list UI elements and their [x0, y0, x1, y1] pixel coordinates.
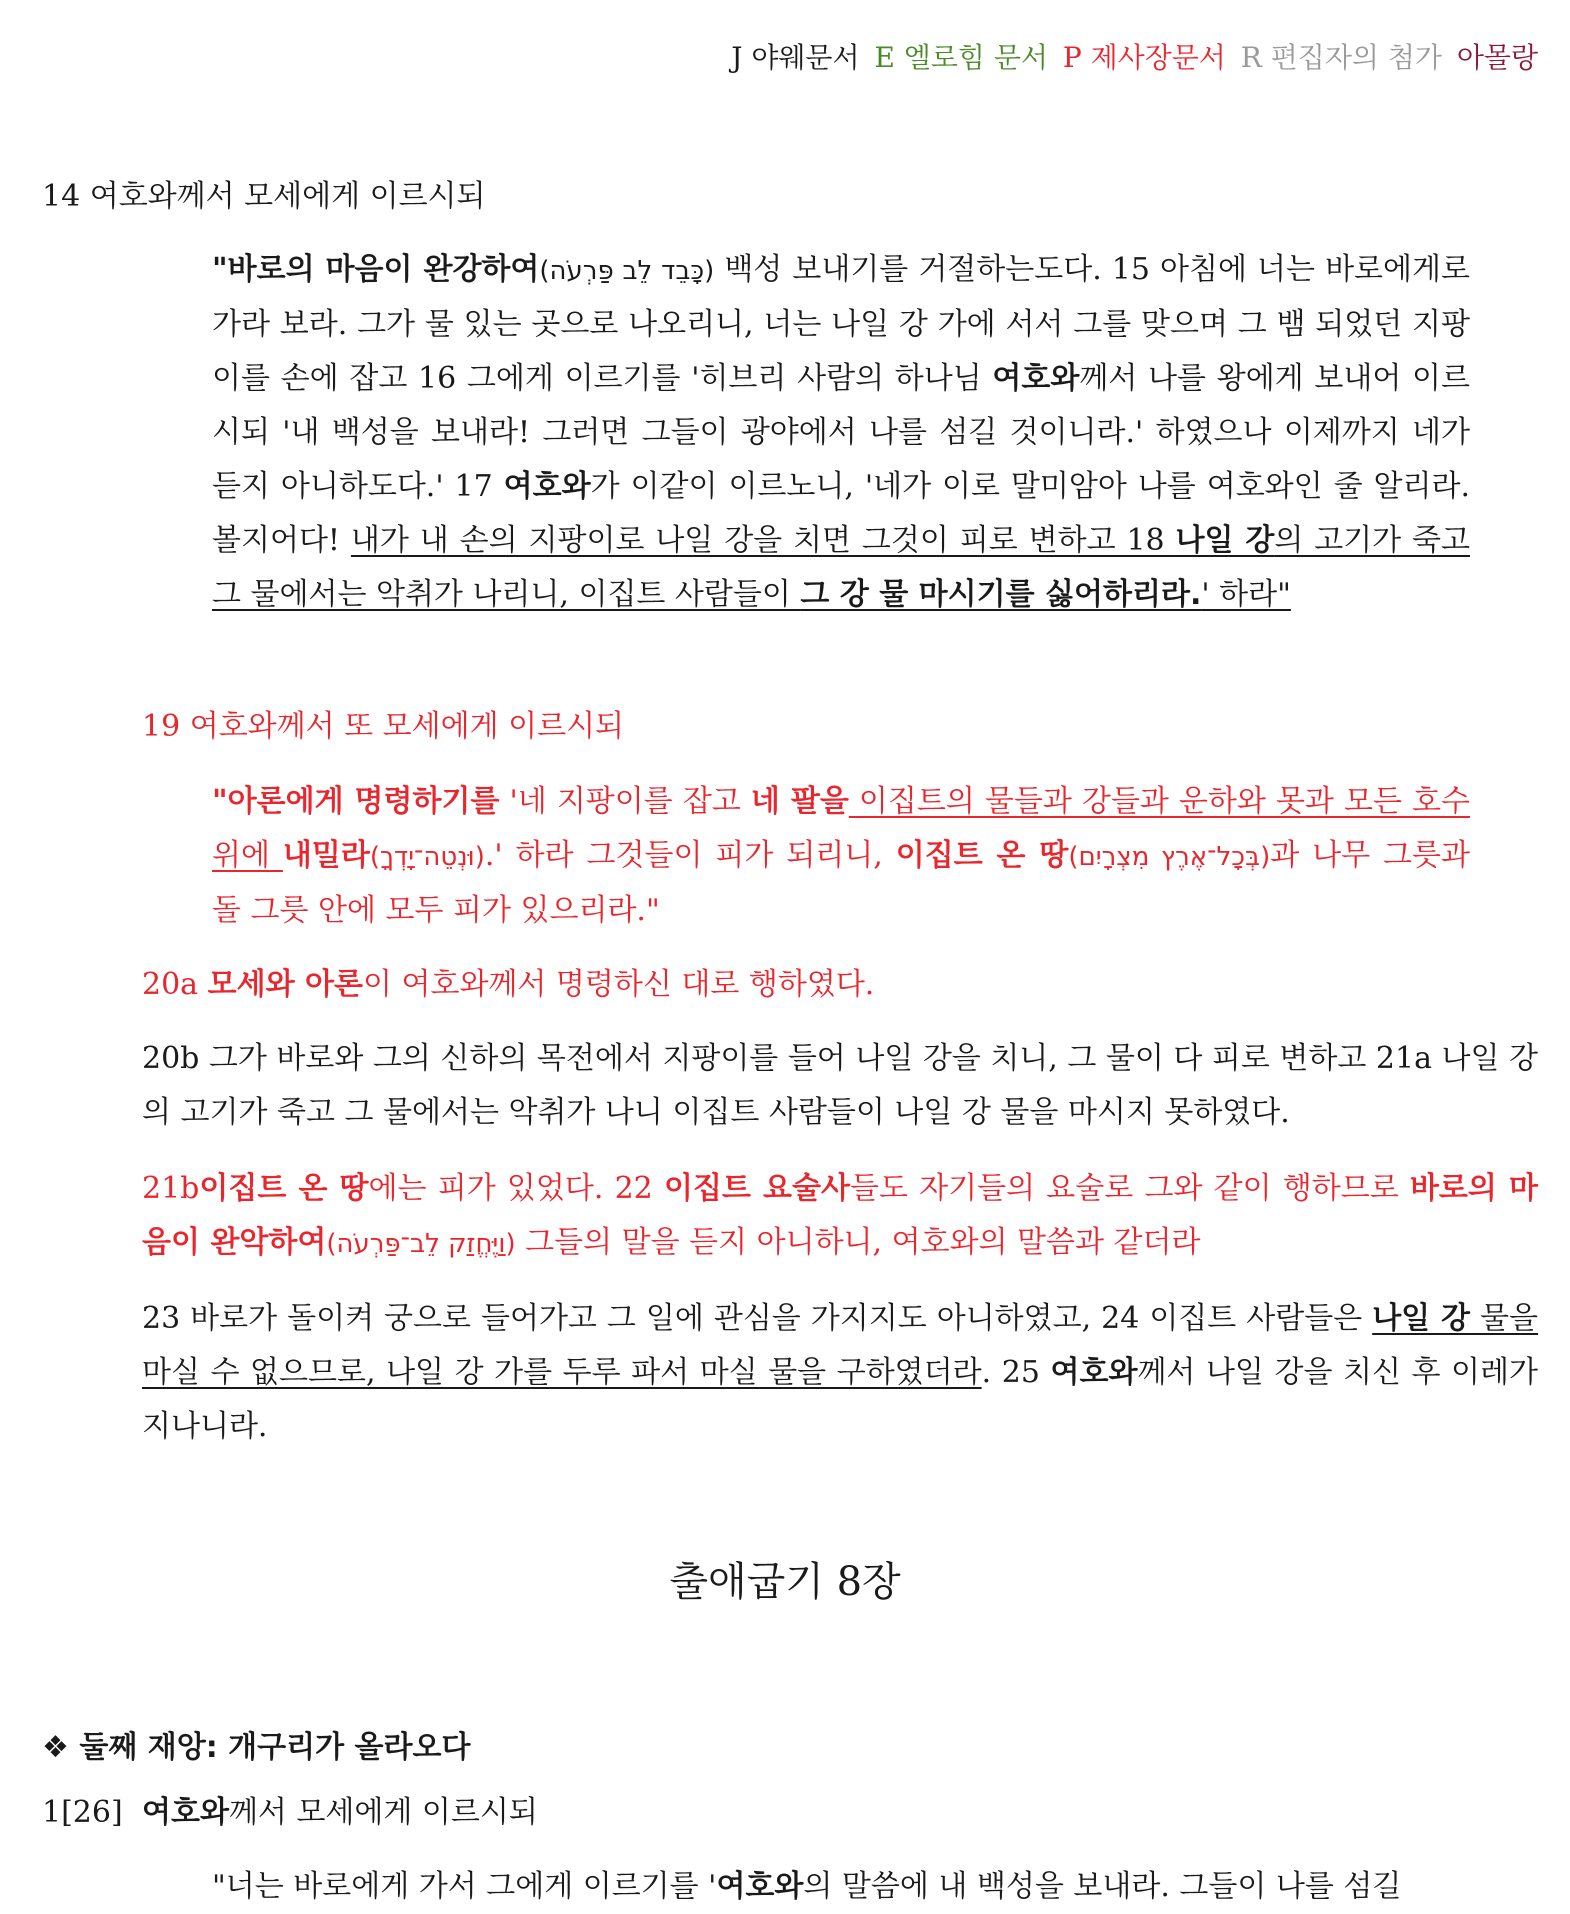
verse-19-quote: "아론에게 명령하기를 '네 지팡이를 잡고 네 팔을 이집트의 물들과 강들과 운하와 못과 모든 호수 위에 내밀라(וּנְטֵה־יָדְךָ).' 하라 그것들이 피가 되리니, 이집트 온 땅(בְּכָל־אֶרֶץ מִצְרָיִם)과 나무 그릇과 돌 그릇 안에 모두 피가 있으리라." [212, 784, 1471, 928]
verse-23: 23 바로가 돌이켜 궁으로 들어가고 그 일에 관심을 가지지도 아니하였고, 24 이집트 사람들은 나일 강 물을 마실 수 없으므로, 나일 강 가를 두루 파서 마실 물을 구하였더라. 25 여호와께서 나일 강을 치신 후 이레가 지나니라. [142, 1301, 1539, 1444]
legend-j: J 야웨문서 [731, 41, 860, 74]
legend-e: E 엘로힘 문서 [874, 41, 1048, 74]
verse-20b: 20b 그가 바로와 그의 신하의 목전에서 지팡이를 들어 나일 강을 치니, 그 물이 다 피로 변하고 21a 나일 강의 고기가 죽고 그 물에서는 악취가 나니 이집트 사람들이 나일 강 물을 마시지 못하였다. [142, 1041, 1538, 1130]
legend-amollang: 아몰랑 [1456, 41, 1538, 74]
legend-r: R 편집자의 첨가 [1240, 41, 1442, 74]
verse-19-intro: 19 여호와께서 또 모세에게 이르시되 [142, 709, 625, 744]
legend-p: P 제사장문서 [1062, 41, 1226, 74]
verse-14-intro: 14 여호와께서 모세에게 이르시되 [42, 179, 486, 214]
verse-1: 1[26] 여호와께서 모세에게 이르시되 [42, 1795, 538, 1830]
verse-20a: 20a 모세와 아론이 여호와께서 명령하신 대로 행하였다. [142, 967, 875, 1002]
source-legend [725, 36, 1538, 76]
verse-21b: 21b이집트 온 땅에는 피가 있었다. 22 이집트 요술사들도 자기들의 요술로 그와 같이 행하므로 바로의 마음이 완악하여(וַיֶּחֱזַק לֵב־פַּרְעֹה) 그들의 말을 듣지 아니하니, 여호와의 말씀과 같더라 [142, 1171, 1538, 1260]
verse-14-quote: "바로의 마음이 완강하여(כָּבֵד לֵב פַּרְעֹה) 백성 보내기를 거절하는도다. 15 아침에 너는 바로에게로 가라 보라. 그가 물 있는 곳으로 나오리니, 너는 나일 강 가에 서서 그를 맞으며 그 뱀 되었던 지팡이를 손에 잡고 16 그에게 이르기를 '히브리 사람의 하나님 여호와께서 나를 왕에게 보내어 이르시되 '내 백성을 보내라! 그러면 그들이 광야에서 나를 섬길 것이니라.' 하였으나 이제까지 네가 듣지 아니하도다.' 17 여호와가 이같이 이르노니, '네가 이로 말미암아 나를 여호와인 줄 알리라. 볼지어다! 내가 내 손의 지팡이로 나일 강을 치면 그것이 피로 변하고 18 나일 강의 고기가 죽고 그 물에서는 악취가 나리니, 이집트 사람들이 그 강 물 마시기를 싫어하리라.' 하라" [212, 252, 1470, 612]
chapter-heading: 출애굽기 8장 [669, 1559, 901, 1605]
section-title: ❖ 둘째 재앙: 개구리가 올라오다 [42, 1730, 471, 1765]
verse-1-quote: "너는 바로에게 가서 그에게 이르기를 '여호와의 말씀에 내 백성을 보내라. 그들이 나를 섬길 [212, 1869, 1402, 1904]
